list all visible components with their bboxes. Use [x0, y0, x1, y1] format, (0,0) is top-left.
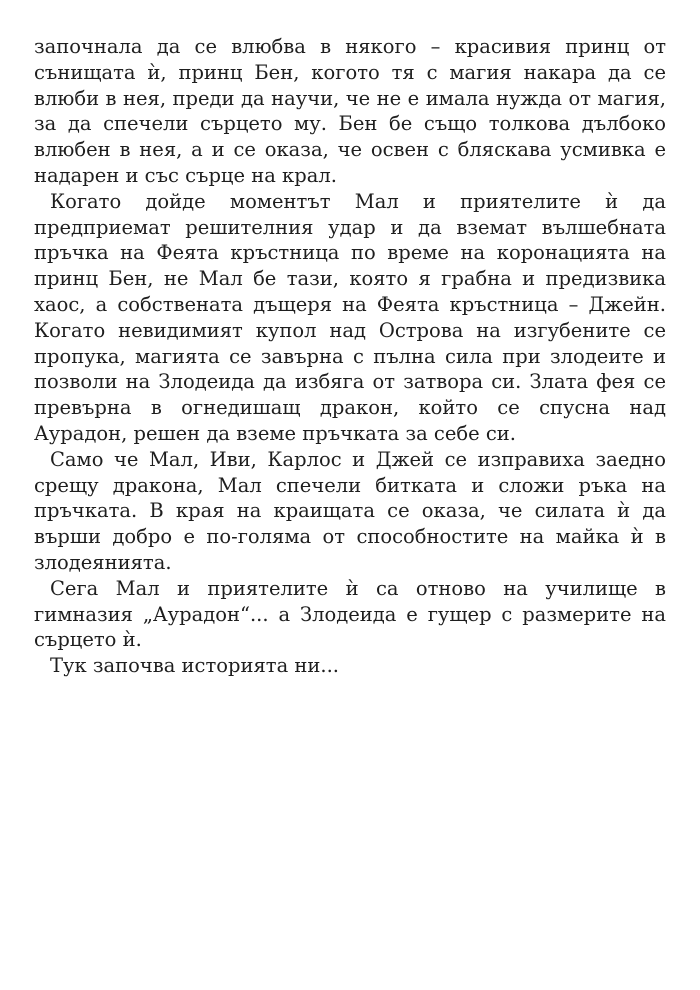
paragraph-story-begins: Тук започва историята ни... — [50, 654, 339, 678]
body-text — [34, 34, 666, 679]
paragraph-auradon-school: Сега Мал и приятелите ѝ са отново на училище в гимназия „Аурадон“... а Злодеида е гущер с размерите на сърцето ѝ. — [34, 576, 666, 652]
paragraph-dragon-battle: Само че Мал, Иви, Карлос и Джей се изправиха заедно срещу дракона, Мал спечели битката и сложи ръка на пръчката. В края на краищата се оказа, че силата ѝ да върши добро е по-голяма от способностите на майка ѝ в злодеянията. — [34, 447, 666, 574]
paragraph-continued: започнала да се влюбва в някого – красивия принц от сънищата ѝ, принц Бен, когото тя с магия накара да се влюби в нея, преди да научи, че не е имала нужда от магия, за да спечели сърцето му. Бен бе също толкова дълбоко влюбен в нея, а и се оказа, че освен с бляскава усмивка е надарен и със сърце на крал. — [34, 35, 666, 187]
paragraph-coronation: Когато дойде моментът Мал и приятелите ѝ да предприемат решителния удар и да вземат вълшебната пръчка на Феята кръстница по време на коронацията на принц Бен, не Мал бе тази, която я грабна и предизвика хаос, а собствената дъщеря на Феята кръстница – Джейн. Когато невидимият купол над Острова на изгубените се пропука, магията се завърна с пълна сила при злодеите и позволи на Злодеида да избяга от затвора си. Злата фея се превърна в огнедишащ дракон, който се спусна над Аурадон, решен да вземе пръчката за себе си. — [34, 189, 666, 445]
